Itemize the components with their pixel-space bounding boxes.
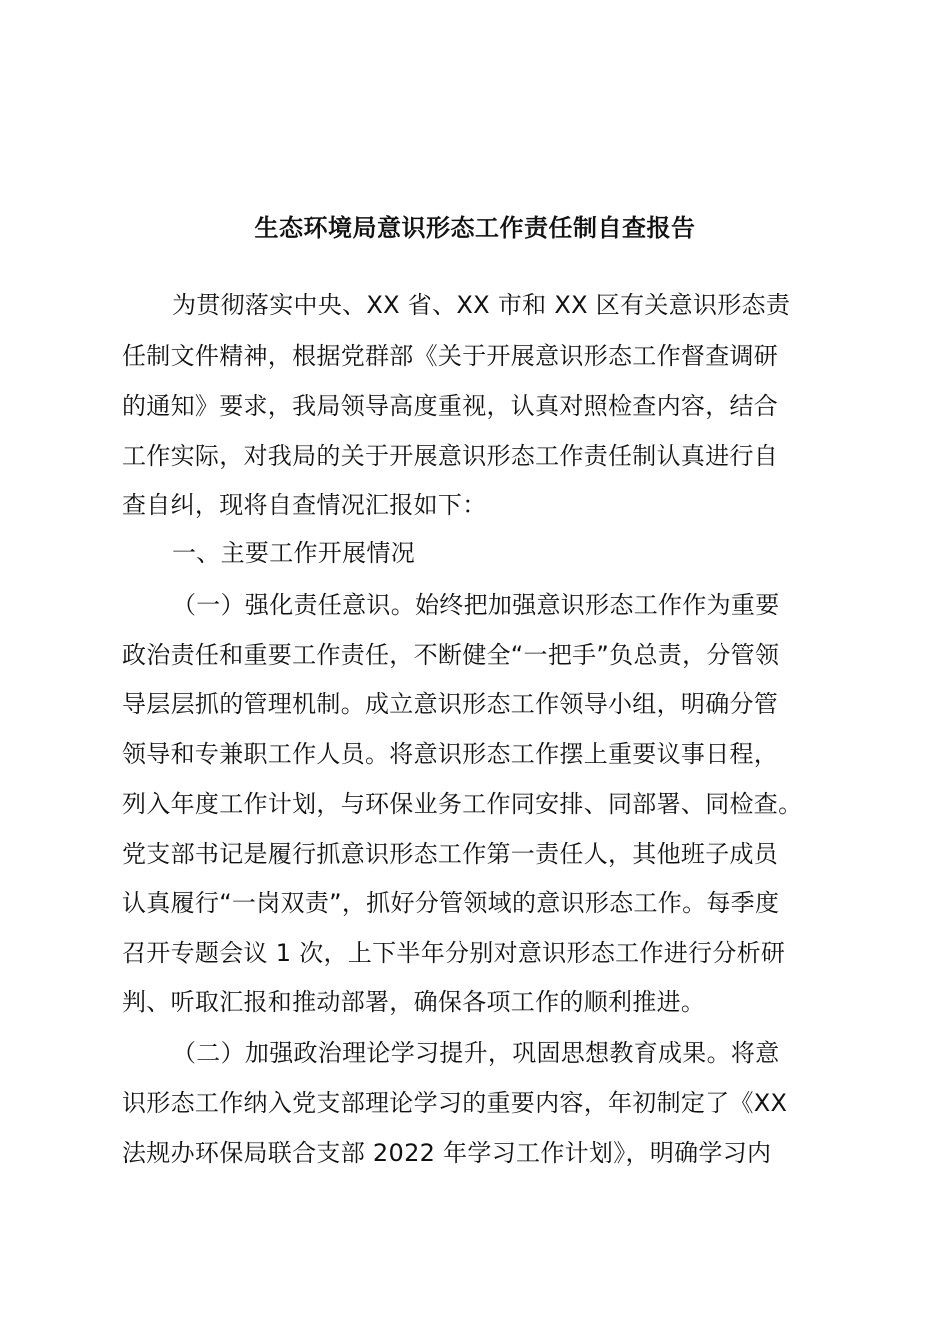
paragraph-line-8: 政治责任和重要工作责任，不断健全“一把手”负总责，分管领: [122, 641, 780, 669]
section-heading-1: 一、主要工作开展情况: [172, 539, 415, 567]
paragraph-line-9: 导层层抓的管理机制。成立意识形态工作领导小组，明确分管: [122, 690, 779, 718]
paragraph-line-3: 的通知》要求，我局领导高度重视，认真对照检查内容，结合: [122, 392, 779, 420]
paragraph-line-12: 党支部书记是履行抓意识形态工作第一责任人，其他班子成员: [122, 840, 779, 868]
paragraph-line-10: 领导和专兼职工作人员。将意识形态工作摆上重要议事日程，: [122, 740, 779, 768]
paragraph-line-14: 召开专题会议 1 次，上下半年分别对意识形态工作进行分析研: [122, 939, 786, 967]
paragraph-line-7: （一）强化责任意识。始终把加强意识形态工作作为重要: [172, 591, 780, 619]
paragraph-line-11: 列入年度工作计划，与环保业务工作同安排、同部署、同检查。: [122, 790, 803, 818]
paragraph-line-13: 认真履行“一岗双责”，抓好分管领域的意识形态工作。每季度: [122, 889, 780, 917]
paragraph-line-15: 判、听取汇报和推动部署，确保各项工作的顺利推进。: [122, 988, 706, 1016]
paragraph-line-5: 查自纠，现将自查情况汇报如下：: [122, 491, 487, 519]
paragraph-line-2: 任制文件精神，根据党群部《关于开展意识形态工作督查调研: [122, 342, 779, 370]
paragraph-line-17: 识形态工作纳入党支部理论学习的重要内容，年初制定了《XX: [122, 1089, 788, 1117]
paragraph-line-18: 法规办环保局联合支部 2022 年学习工作计划》，明确学习内: [122, 1139, 772, 1167]
paragraph-line-4: 工作实际，对我局的关于开展意识形态工作责任制认真进行自: [122, 442, 779, 470]
document-title: 生态环境局意识形态工作责任制自查报告: [254, 214, 696, 242]
paragraph-line-1: 为贯彻落实中央、XX 省、XX 市和 XX 区有关意识形态责: [172, 291, 791, 319]
paragraph-line-16: （二）加强政治理论学习提升，巩固思想教育成果。将意: [172, 1039, 780, 1067]
